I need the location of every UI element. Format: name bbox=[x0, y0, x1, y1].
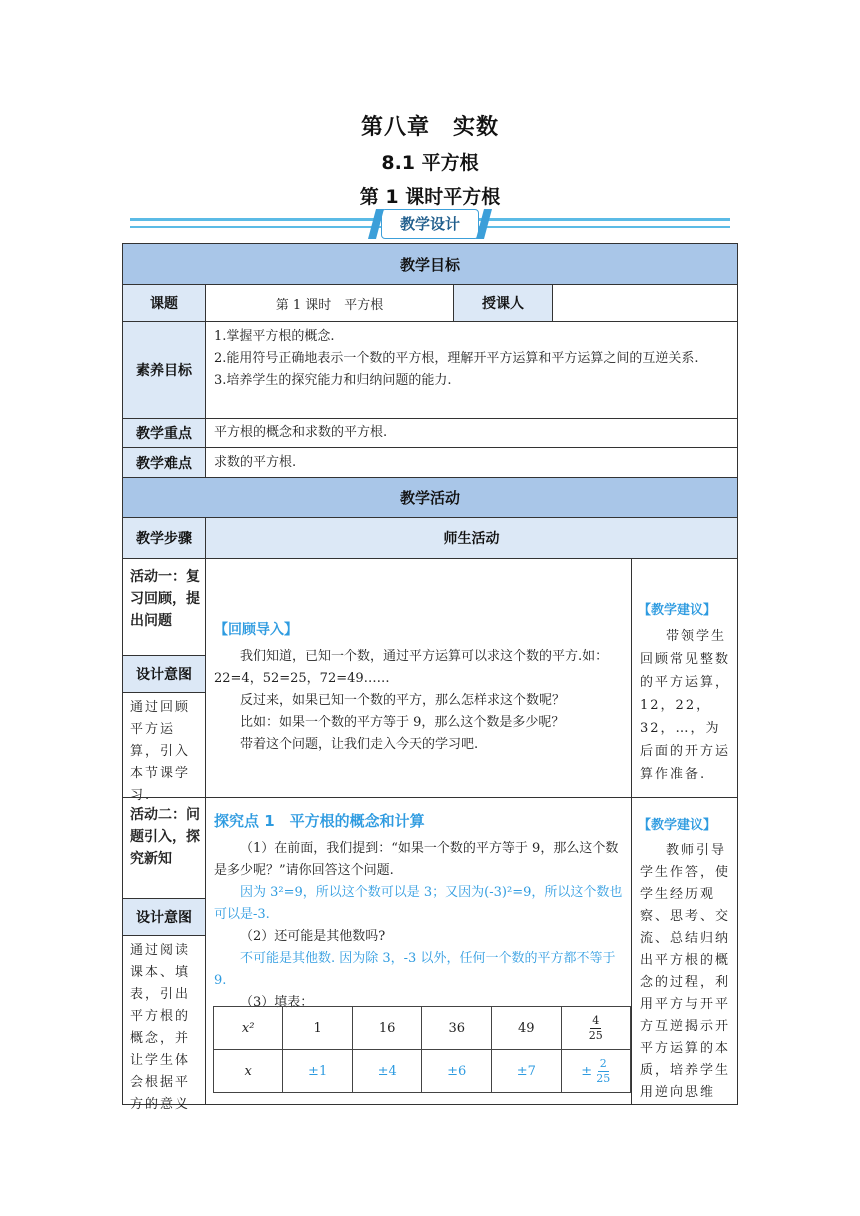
activity2-body bbox=[205, 797, 632, 1105]
question-3: （3）填表： bbox=[240, 995, 314, 1010]
literacy-item: 3.培养学生的探究能力和归纳问题的能力. bbox=[214, 373, 452, 388]
fill-table-cell: ±6 bbox=[422, 1050, 492, 1093]
activity1-design-label: 设计意图 bbox=[122, 655, 206, 693]
fill-table-cell bbox=[561, 1007, 630, 1050]
activity2-heading: 探究点 1 平方根的概念和计算 bbox=[214, 812, 425, 830]
topic-label: 课题 bbox=[122, 284, 206, 322]
activity2-suggestion-text: 教师引导学生作答，使学生经历观察、思考、交流、总结归纳出平方根的概念的过程，利用平方与开平方互逆揭示开平方运算的本质，培养学生用逆向思维 bbox=[640, 843, 731, 1100]
question-1: （1）在前面，我们提到：“如果一个数的平方等于 9，那么这个数是多少呢？”请你回答这个问题. bbox=[214, 841, 619, 878]
activity2-intent: 通过阅读课本、填表，引出平方根的概念，并让学生体会根据平方的意义 bbox=[130, 943, 191, 1112]
fill-table-head: x² bbox=[214, 1007, 283, 1050]
question-2: （2）还可能是其他数吗? bbox=[240, 929, 386, 944]
answer-1: 因为 3²=9，所以这个数可以是 3；又因为(-3)²=9，所以这个数也可以是-3. bbox=[214, 885, 623, 922]
fraction-denominator: 25 bbox=[596, 1071, 611, 1085]
section-title: 8.1 平方根 bbox=[381, 152, 479, 174]
fill-table bbox=[213, 1006, 631, 1093]
fraction bbox=[596, 1057, 610, 1086]
fill-table-cell: ±7 bbox=[492, 1050, 562, 1093]
fill-table-cell: 1 bbox=[283, 1007, 353, 1050]
activity1-body bbox=[205, 558, 632, 798]
fill-table-cell: 49 bbox=[492, 1007, 562, 1050]
activity1-suggestion-text: 带领学生回顾常见整数的平方运算，12，22，32，…，为后面的开方运算作准备. bbox=[640, 629, 731, 782]
topic-value: 第 1 课时 平方根 bbox=[205, 284, 454, 322]
fraction-sign: ± bbox=[581, 1063, 593, 1079]
focus-value: 平方根的概念和求数的平方根. bbox=[205, 418, 738, 448]
literacy-label: 素养目标 bbox=[122, 321, 206, 419]
fraction bbox=[589, 1014, 603, 1043]
banner-badge: 教学设计 bbox=[381, 209, 479, 239]
difficulty-label: 教学难点 bbox=[122, 447, 206, 478]
activity1-heading: 【回顾导入】 bbox=[214, 622, 298, 638]
fill-table-cell: 36 bbox=[422, 1007, 492, 1050]
teacher-value bbox=[552, 284, 738, 322]
fill-table-row bbox=[214, 1050, 631, 1093]
activity2-suggestion-title: 【教学建议】 bbox=[638, 818, 717, 833]
literacy-item: 1.掌握平方根的概念. bbox=[214, 329, 335, 344]
activity1-text bbox=[214, 646, 624, 756]
answer-2: 不可能是其他数. 因为除 3，-3 以外，任何一个数的平方都不等于 9. bbox=[214, 951, 616, 988]
activity1-name: 活动一：复习回顾，提出问题 bbox=[130, 569, 200, 629]
steps-label: 教学步骤 bbox=[122, 517, 206, 559]
activity1-suggestion bbox=[631, 558, 738, 798]
activity1-line: 带着这个问题，让我们走入今天的学习吧. bbox=[240, 737, 479, 752]
activity1-intent: 通过回顾平方运算，引入本节课学习. bbox=[130, 700, 191, 803]
teacher-label: 授课人 bbox=[453, 284, 553, 322]
fill-table-head: x bbox=[214, 1050, 283, 1093]
difficulty-value: 求数的平方根. bbox=[205, 447, 738, 478]
activity1-suggestion-title: 【教学建议】 bbox=[638, 603, 717, 618]
fill-table-cell: ±1 bbox=[283, 1050, 353, 1093]
fill-table-cell bbox=[561, 1050, 630, 1093]
activity2-name: 活动二：问题引入，探究新知 bbox=[130, 807, 200, 867]
fill-table-cell: ±4 bbox=[352, 1050, 422, 1093]
fill-table-cell: 16 bbox=[352, 1007, 422, 1050]
activity1-line: 反过来，如果已知一个数的平方，那么怎样求这个数呢？ bbox=[240, 693, 566, 708]
activities-header: 教学活动 bbox=[122, 477, 738, 518]
fraction-denominator: 25 bbox=[588, 1028, 603, 1042]
activity2-text bbox=[214, 838, 626, 1014]
chapter-title: 第八章 实数 bbox=[360, 115, 499, 140]
fraction-numerator: 2 bbox=[599, 1056, 607, 1070]
activity1-line: 比如：如果一个数的平方等于 9，那么这个数是多少呢？ bbox=[240, 715, 565, 730]
activity2-design-label: 设计意图 bbox=[122, 898, 206, 936]
fraction-numerator: 4 bbox=[592, 1013, 600, 1027]
lesson-title: 第 1 课时平方根 bbox=[359, 186, 501, 208]
literacy-item: 2.能用符号正确地表示一个数的平方根，理解开平方运算和平方运算之间的互逆关系. bbox=[214, 351, 699, 366]
teacher-student-label: 师生活动 bbox=[205, 517, 738, 559]
focus-label: 教学重点 bbox=[122, 418, 206, 448]
goals-header: 教学目标 bbox=[122, 243, 738, 285]
fill-table-row bbox=[214, 1007, 631, 1050]
literacy-goals bbox=[205, 321, 738, 419]
activity2-suggestion bbox=[631, 797, 738, 1105]
activity1-line: 我们知道，已知一个数，通过平方运算可以求这个数的平方.如：22=4，52=25，72=49…… bbox=[214, 649, 609, 686]
